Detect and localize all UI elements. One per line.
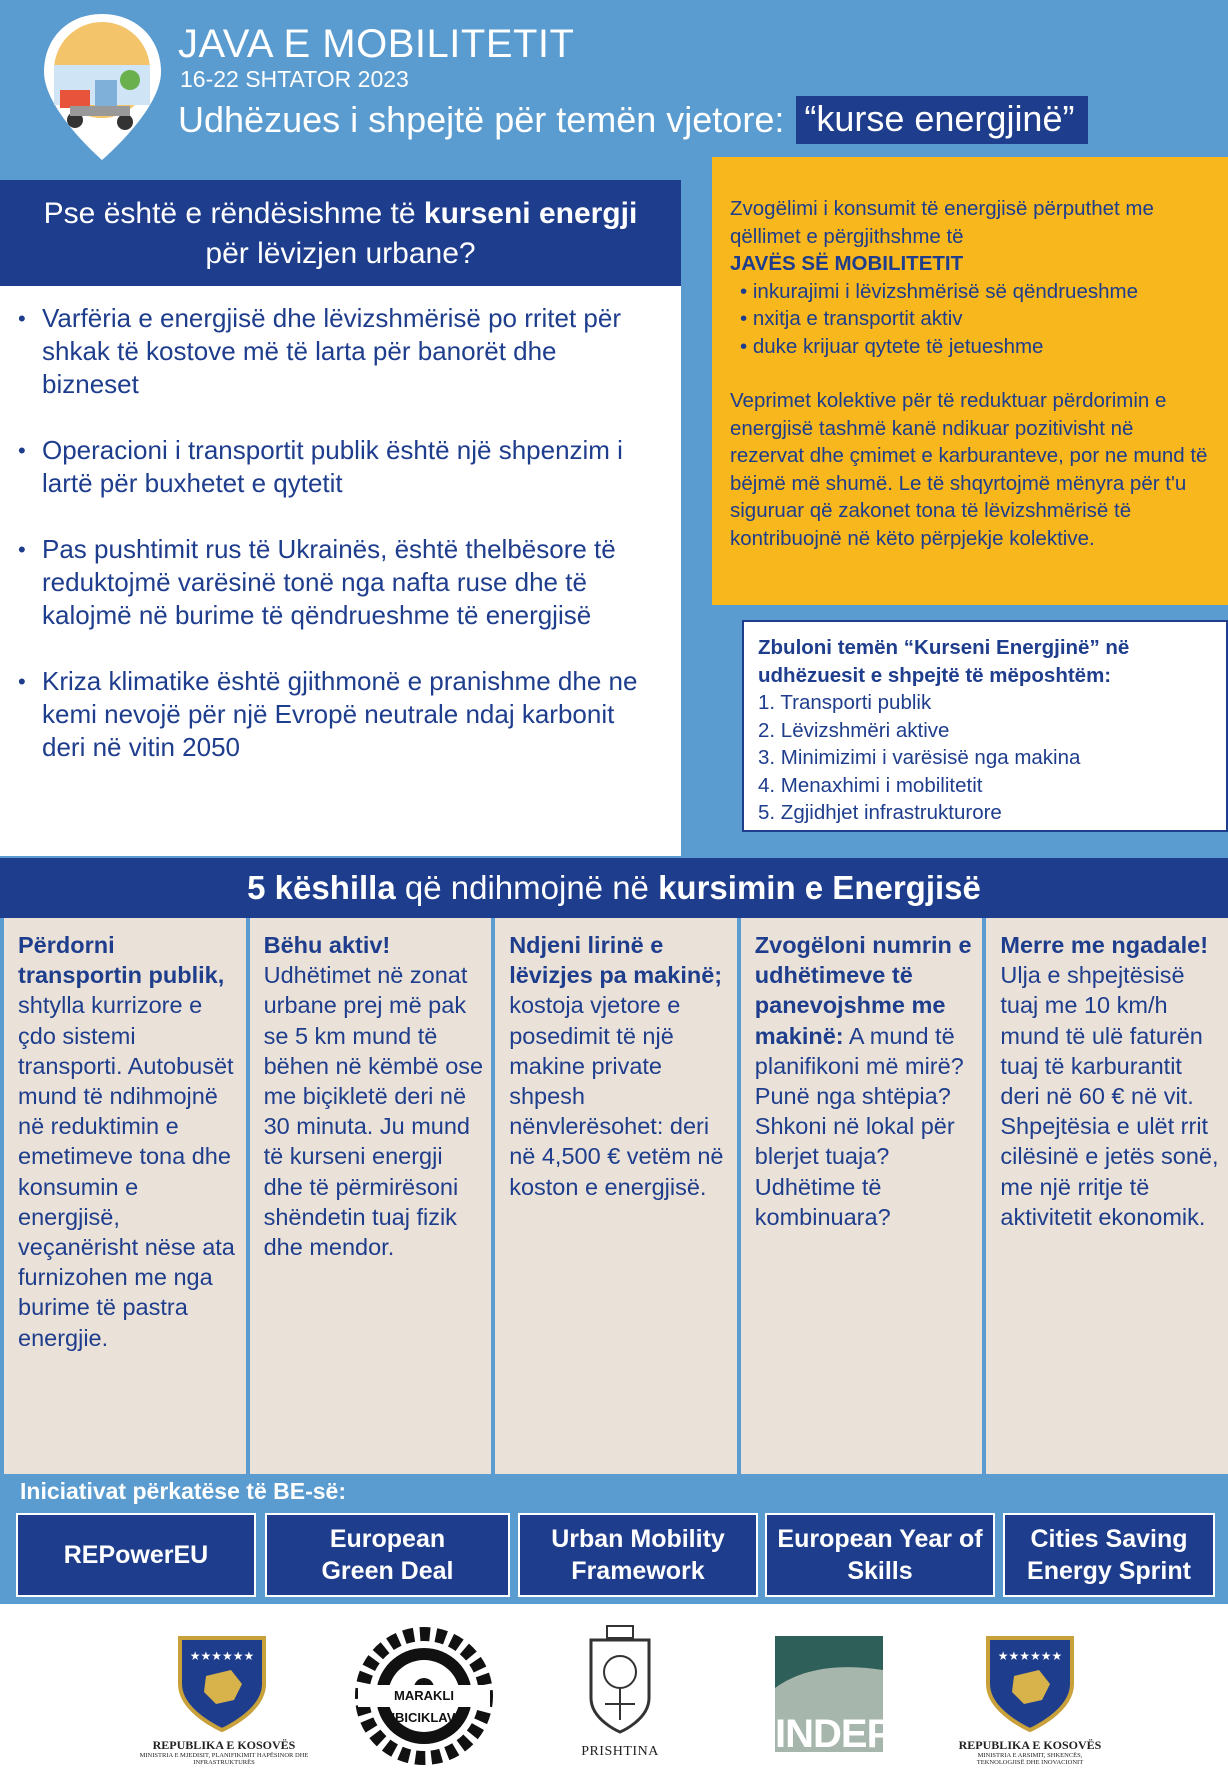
event-dates: 16-22 SHTATOR 2023 bbox=[180, 66, 409, 92]
initiative-cities-saving: Cities Saving Energy Sprint bbox=[1003, 1513, 1215, 1597]
why-heading bbox=[0, 180, 681, 286]
page-subtitle bbox=[178, 96, 1088, 144]
discover-item: 3. Minimizimi i varësisë nga makina bbox=[758, 746, 1081, 769]
kosovo-emblem-logo bbox=[984, 1634, 1076, 1734]
tip-column bbox=[986, 918, 1228, 1474]
tip-title: Bëhu aktiv! bbox=[263, 932, 391, 958]
logo2-text: MARAKLI T'BICIKLAVE bbox=[358, 1685, 490, 1707]
goals-box bbox=[712, 157, 1228, 605]
why-bullet: • Varfëria e energjisë dhe lëvizshmërisë po rritet për shkak të kostove më të larta për banorët dhe bizneset bbox=[16, 302, 651, 401]
goals-list bbox=[730, 278, 1210, 361]
initiative-repowereu: REPowerEU bbox=[16, 1513, 256, 1597]
why-heading-part-a: Pse është e rëndësishme të bbox=[43, 197, 424, 230]
tip-title: Ndjeni lirinë e lëvizjes pa makinë; bbox=[509, 932, 723, 989]
goals-intro: Zvogëlimi i konsumit të energjisë përputhet me qëllimet e përgjithshme të bbox=[730, 197, 1154, 248]
why-bullet: • Kriza klimatike është gjithmonë e pranishme dhe ne kemi nevojë për një Evropë neutrale ndaj karbonit deri në vitin 2050 bbox=[16, 665, 651, 764]
logo5-title: REPUBLIKA E KOSOVËS bbox=[958, 1738, 1102, 1752]
logo4-text: INDEP bbox=[775, 1712, 893, 1756]
discover-box bbox=[742, 620, 1228, 832]
tip-column bbox=[495, 918, 737, 1474]
initiative-urban-mobility: Urban Mobility Framework bbox=[518, 1513, 758, 1597]
initiative-year-of-skills: European Year of Skills bbox=[765, 1513, 995, 1597]
tip-text: shtylla kurrizore e çdo sistemi transporti. Autobusët mund të ndihmojnë në reduktimin e emetimeve tona dhe konsumin e energjisë, veçanërisht nëse ata furnizohen me nga burime të pastra energjie. bbox=[18, 992, 235, 1351]
tip-column bbox=[4, 918, 246, 1474]
logo1-subtitle: MINISTRIA E MJEDISIT, PLANIFIKIMIT HAPËSINOR DHE INFRASTRUKTURËS bbox=[139, 1752, 309, 1766]
goals-item: • nxitja e transportit aktiv bbox=[740, 305, 1210, 333]
tips-heading-bold-c: kursimin e Energjisë bbox=[658, 869, 981, 906]
tip-title: Merre me ngadale! bbox=[1000, 932, 1209, 958]
discover-item: 2. Lëvizshmëri aktive bbox=[758, 718, 950, 742]
tip-title: Përdorni transportin publik, bbox=[18, 932, 225, 989]
subtitle-highlight: “kurse energjinë” bbox=[796, 96, 1088, 144]
logo5-subtitle: MINISTRIA E ARSIMIT, SHKENCËS, TEKNOLOGJISË DHE INOVACIONIT bbox=[976, 1752, 1084, 1766]
tip-column bbox=[250, 918, 492, 1474]
partner-logos bbox=[0, 1604, 1228, 1778]
tip-text: kostoja vjetore e posedimit të një makine private shpesh nënvlerësohet: deri në 4,500 € vetëm në koston e energjisë. bbox=[509, 992, 724, 1200]
discover-item: 5. Zgjidhjet infrastrukturore bbox=[758, 801, 1002, 824]
tips-heading-bold-a: 5 këshilla bbox=[247, 869, 396, 906]
why-bullet-list bbox=[16, 302, 651, 764]
logo3-text: PRISHTINA bbox=[581, 1744, 659, 1759]
why-body bbox=[0, 286, 681, 856]
initiative-green-deal: European Green Deal bbox=[265, 1513, 510, 1597]
discover-item: 4. Menaxhimi i mobilitetit bbox=[758, 773, 983, 797]
kosovo-emblem-logo bbox=[176, 1634, 268, 1734]
goals-paragraph: Veprimet kolektive për të reduktuar përdorimin e energjisë tashmë kanë ndikuar pozitivisht në rezervat dhe çmimet e karburanteve, por ne mund të bëjmë më shumë. Le të shqyrtojmë mënyra për t'u siguruar që zakonet tona të lëvizshmërisë të kontribuojnë në këto përpjekje kolektive. bbox=[730, 389, 1208, 550]
goals-intro-bold: JAVËS SË MOBILITETIT bbox=[730, 252, 964, 275]
tips-heading-mid: që ndihmojnë në bbox=[395, 869, 659, 906]
tip-text: Ulja e shpejtësisë tuaj me 10 km/h mund të ulë faturën tuaj të karburantit deri në 60 € në vit. Shpejtësia e ulët rrit cilësinë e jetës sonë, me një rritje të aktivitetit ekonomik. bbox=[1000, 962, 1219, 1230]
goals-item: • inkurajimi i lëvizshmërisë së qëndrueshme bbox=[740, 278, 1210, 306]
tips-heading bbox=[0, 858, 1228, 918]
prishtina-crest-logo bbox=[585, 1624, 655, 1736]
mobility-week-pin-logo bbox=[40, 10, 165, 165]
discover-item: 1. Transporti publik bbox=[758, 691, 932, 714]
tip-title: Zvogëloni numrin e udhëtimeve të panevojshme me makinë: bbox=[754, 932, 972, 1049]
goals-item: • duke krijuar qytete të jetueshme bbox=[740, 333, 1210, 361]
tip-column bbox=[741, 918, 983, 1474]
svg-text:★★★★★★: ★★★★★★ bbox=[997, 1649, 1063, 1663]
svg-text:★★★★★★: ★★★★★★ bbox=[189, 1649, 255, 1663]
why-bullet: • Operacioni i transportit publik është një shpenzim i lartë për buxhetet e qytetit bbox=[16, 434, 651, 500]
logo1-title: REPUBLIKA E KOSOVËS bbox=[152, 1738, 296, 1752]
page-title: JAVA E MOBILITETIT bbox=[178, 22, 575, 66]
tip-text: Udhëtimet në zonat urbane prej më pak se 5 km mund të bëhen në këmbë ose me biçikletë deri në 30 minuta. Ju mund të kurseni energji dhe të përmirësoni shëndetin tuaj fizik dhe mendor. bbox=[263, 962, 484, 1261]
discover-list bbox=[758, 689, 1212, 827]
why-bullet: • Pas pushtimit rus të Ukrainës, është thelbësore të reduktojmë varësinë tonë nga nafta ruse dhe të kalojmë në burime të qëndrueshme të energjisë bbox=[16, 533, 651, 632]
why-heading-part-c: për lëvizjen urbane? bbox=[205, 237, 476, 270]
tips-columns bbox=[4, 918, 1228, 1474]
tip-text: A mund të planifikoni më mirë? Punë nga shtëpia? Shkoni në lokal për blerjet tuaja? Udhëtime të kombinuara? bbox=[754, 1022, 964, 1230]
initiatives-label: Iniciativat përkatëse të BE-së: bbox=[20, 1478, 346, 1504]
discover-heading: Zbuloni temën “Kurseni Energjinë” në udhëzuesit e shpejtë të mëposhtëm: bbox=[758, 636, 1130, 687]
subtitle-text: Udhëzues i shpejtë për temën vjetore: bbox=[178, 99, 785, 140]
why-heading-bold: kurseni energji bbox=[423, 197, 638, 230]
